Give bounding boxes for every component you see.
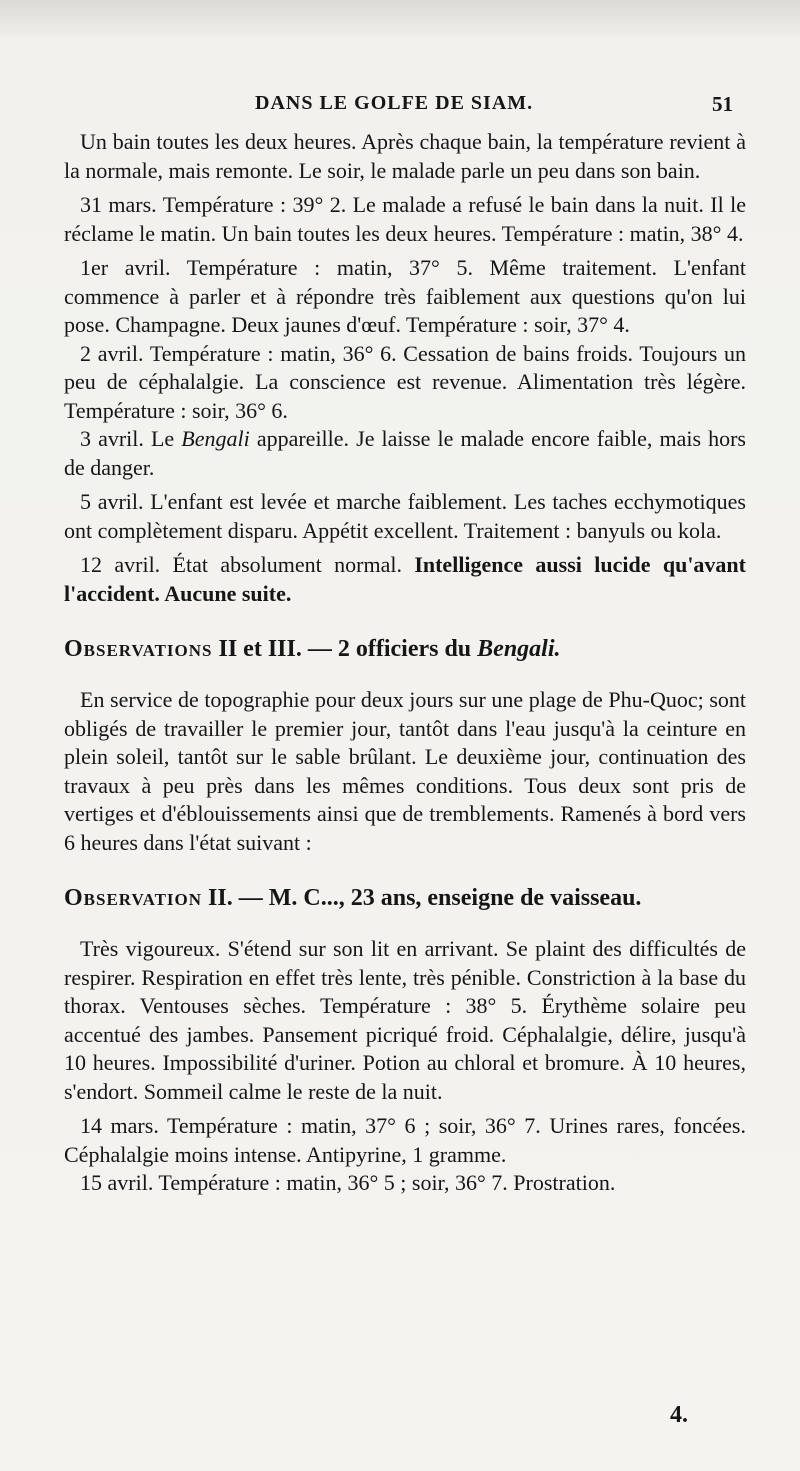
running-title: DANS LE GOLFE DE SIAM. xyxy=(255,92,534,114)
paragraph: 31 mars. Température : 39° 2. Le malade a refusé le bain dans la nuit. Il le réclame le matin. Un bain toutes les deux heures. Température : matin, 38° 4. xyxy=(64,192,746,246)
heading-text: M. C..., 23 ans, enseigne de vaisseau. xyxy=(268,885,642,911)
paragraph: 14 mars. Température : matin, 37° 6 ; soir, 36° 7. Urines rares, foncées. Céphalalgie moins intense. Antipyrine, 1 gramme. xyxy=(64,1113,746,1167)
paragraph-text: 12 avril. État absolument normal. xyxy=(80,552,415,577)
paragraph: 5 avril. L'enfant est levée et marche faiblement. Les taches ecchymotiques ont complètement disparu. Appétit excellent. Traitement : banyuls ou kola. xyxy=(64,489,746,543)
ship-name: Bengali xyxy=(181,426,250,451)
heading-label: Observation xyxy=(64,885,203,911)
paragraph: Un bain toutes les deux heures. Après chaque bain, la température revient à la normale, mais remonte. Le soir, le malade parle un peu dans son bain. xyxy=(64,129,746,183)
signature-mark: 4. xyxy=(670,1402,688,1428)
paragraph: 15 avril. Température : matin, 36° 5 ; soir, 36° 7. Prostration. xyxy=(80,1170,616,1195)
paragraph-text: Intelligence aussi lucide qu'avant l'accident. Aucune suite. xyxy=(64,552,746,606)
page-body xyxy=(64,128,746,1198)
paragraph: 1er avril. Température : matin, 37° 5. Même traitement. L'enfant commence à parler et à répondre très faiblement aux questions qu'on lui pose. Champagne. Deux jaunes d'œuf. Température : soir, 37° 4. xyxy=(64,255,746,337)
heading-numbers: II. xyxy=(208,885,233,911)
page-header xyxy=(0,92,800,120)
heading-dash: — xyxy=(238,885,263,911)
paragraph: 2 avril. Température : matin, 36° 6. Cessation de bains froids. Toujours un peu de céphalalgie. La conscience est revenue. Alimentation très légère. Température : soir, 36° 6. xyxy=(64,340,746,423)
paragraph-text: 3 avril. Le xyxy=(80,426,182,451)
paragraph xyxy=(64,425,746,482)
paragraph: Très vigoureux. S'étend sur son lit en arrivant. Se plaint des difficultés de respirer. Respiration en effet très lente, très pénible. Constriction à la base du thorax. Ventouses sèches. Température : 38° 5. Érythème solaire peu accentué des jambes. Pansement picriqué froid. Céphalalgie, délire, jusqu'à 10 heures. Impossibilité d'uriner. Potion au chloral et bromure. À 10 heures, s'endort. Sommeil calme le reste de la nuit. xyxy=(64,936,746,1104)
paragraph xyxy=(64,551,746,608)
heading-text: 2 officiers du xyxy=(337,636,478,662)
section-heading-observation xyxy=(64,883,746,913)
heading-numbers: II et III. xyxy=(218,636,302,662)
paragraph: En service de topographie pour deux jours sur une plage de Phu-Quoc; sont obligés de travailler le premier jour, tantôt dans l'eau jusqu'à la ceinture en plein soleil, tantôt sur le sable brûlant. Le deuxième jour, continuation des travaux à peu près dans les mêmes conditions. Tous deux sont pris de vertiges et d'éblouissements ainsi que de tremblements. Ramenés à bord vers 6 heures dans l'état suivant : xyxy=(64,687,746,855)
heading-label: Observations xyxy=(64,636,213,662)
section-heading-observations xyxy=(64,634,746,664)
heading-dash: — xyxy=(307,636,332,662)
ship-name: Bengali. xyxy=(477,636,561,662)
page-number: 51 xyxy=(712,92,733,116)
paragraph-text: appareille. Je laisse le malade encore faible, mais hors de danger. xyxy=(64,426,746,480)
